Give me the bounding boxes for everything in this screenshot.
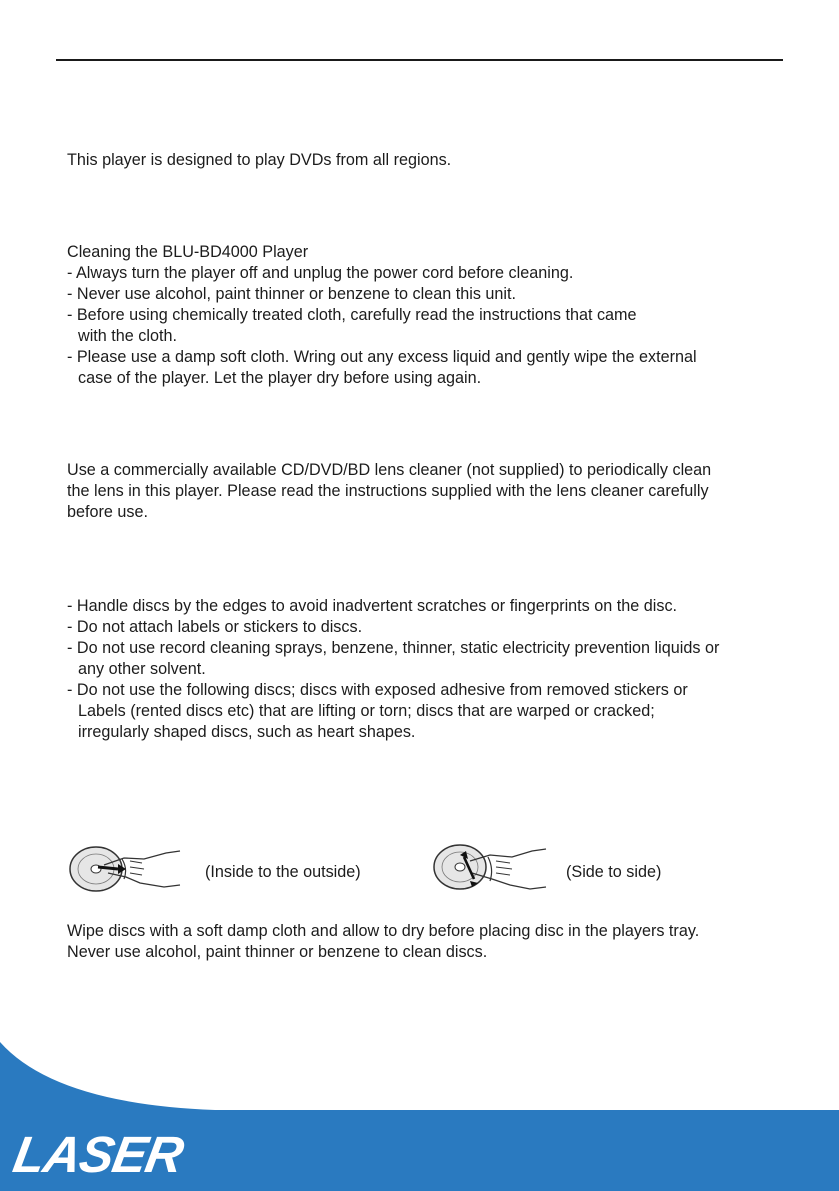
- disc-wipe-side-to-side-illustration: [432, 843, 550, 895]
- list-item: - Handle discs by the edges to avoid inadvertent scratches or fingerprints on the disc.: [67, 597, 678, 615]
- list-item-continuation: any other solvent.: [78, 660, 206, 678]
- laser-logo-text: LASER: [9, 1125, 188, 1183]
- wipe-discs-paragraph: [67, 921, 699, 963]
- text-line: Never use alcohol, paint thinner or benzene to clean discs.: [67, 943, 488, 961]
- lens-cleaning-paragraph: [67, 460, 711, 523]
- laser-logo: [9, 1125, 188, 1183]
- header-rule: [56, 59, 783, 61]
- text-line: before use.: [67, 503, 148, 521]
- footer-band: [0, 1020, 839, 1191]
- cleaning-player-section: [67, 242, 697, 389]
- list-item: - Before using chemically treated cloth, carefully read the instructions that came: [67, 306, 637, 324]
- disc-handling-section: [67, 596, 719, 743]
- region-note: This player is designed to play DVDs from all regions.: [67, 151, 452, 169]
- list-item-continuation: case of the player. Let the player dry before using again.: [78, 369, 482, 387]
- disc-wipe-inside-out-illustration: [68, 843, 184, 895]
- list-item-continuation: Labels (rented discs etc) that are lifting or torn; discs that are warped or cracked;: [78, 702, 655, 720]
- side-to-side-caption: (Side to side): [566, 863, 662, 881]
- text-line: the lens in this player. Please read the instructions supplied with the lens cleaner carefully: [67, 482, 709, 500]
- list-item-continuation: with the cloth.: [78, 327, 177, 345]
- list-item: - Do not attach labels or stickers to discs.: [67, 618, 363, 636]
- list-item-continuation: irregularly shaped discs, such as heart shapes.: [78, 723, 416, 741]
- list-item: - Do not use record cleaning sprays, benzene, thinner, static electricity prevention liquids or: [67, 639, 720, 657]
- text-line: Use a commercially available CD/DVD/BD lens cleaner (not supplied) to periodically clean: [67, 461, 712, 479]
- list-item: - Never use alcohol, paint thinner or benzene to clean this unit.: [67, 285, 517, 303]
- cleaning-player-heading: Cleaning the BLU-BD4000 Player: [67, 243, 309, 261]
- text-line: Wipe discs with a soft damp cloth and allow to dry before placing disc in the players tray.: [67, 922, 700, 940]
- list-item: - Please use a damp soft cloth. Wring out any excess liquid and gently wipe the external: [67, 348, 697, 366]
- list-item: - Do not use the following discs; discs with exposed adhesive from removed stickers or: [67, 681, 688, 699]
- list-item: - Always turn the player off and unplug the power cord before cleaning.: [67, 264, 574, 282]
- inside-to-outside-caption: (Inside to the outside): [205, 863, 361, 881]
